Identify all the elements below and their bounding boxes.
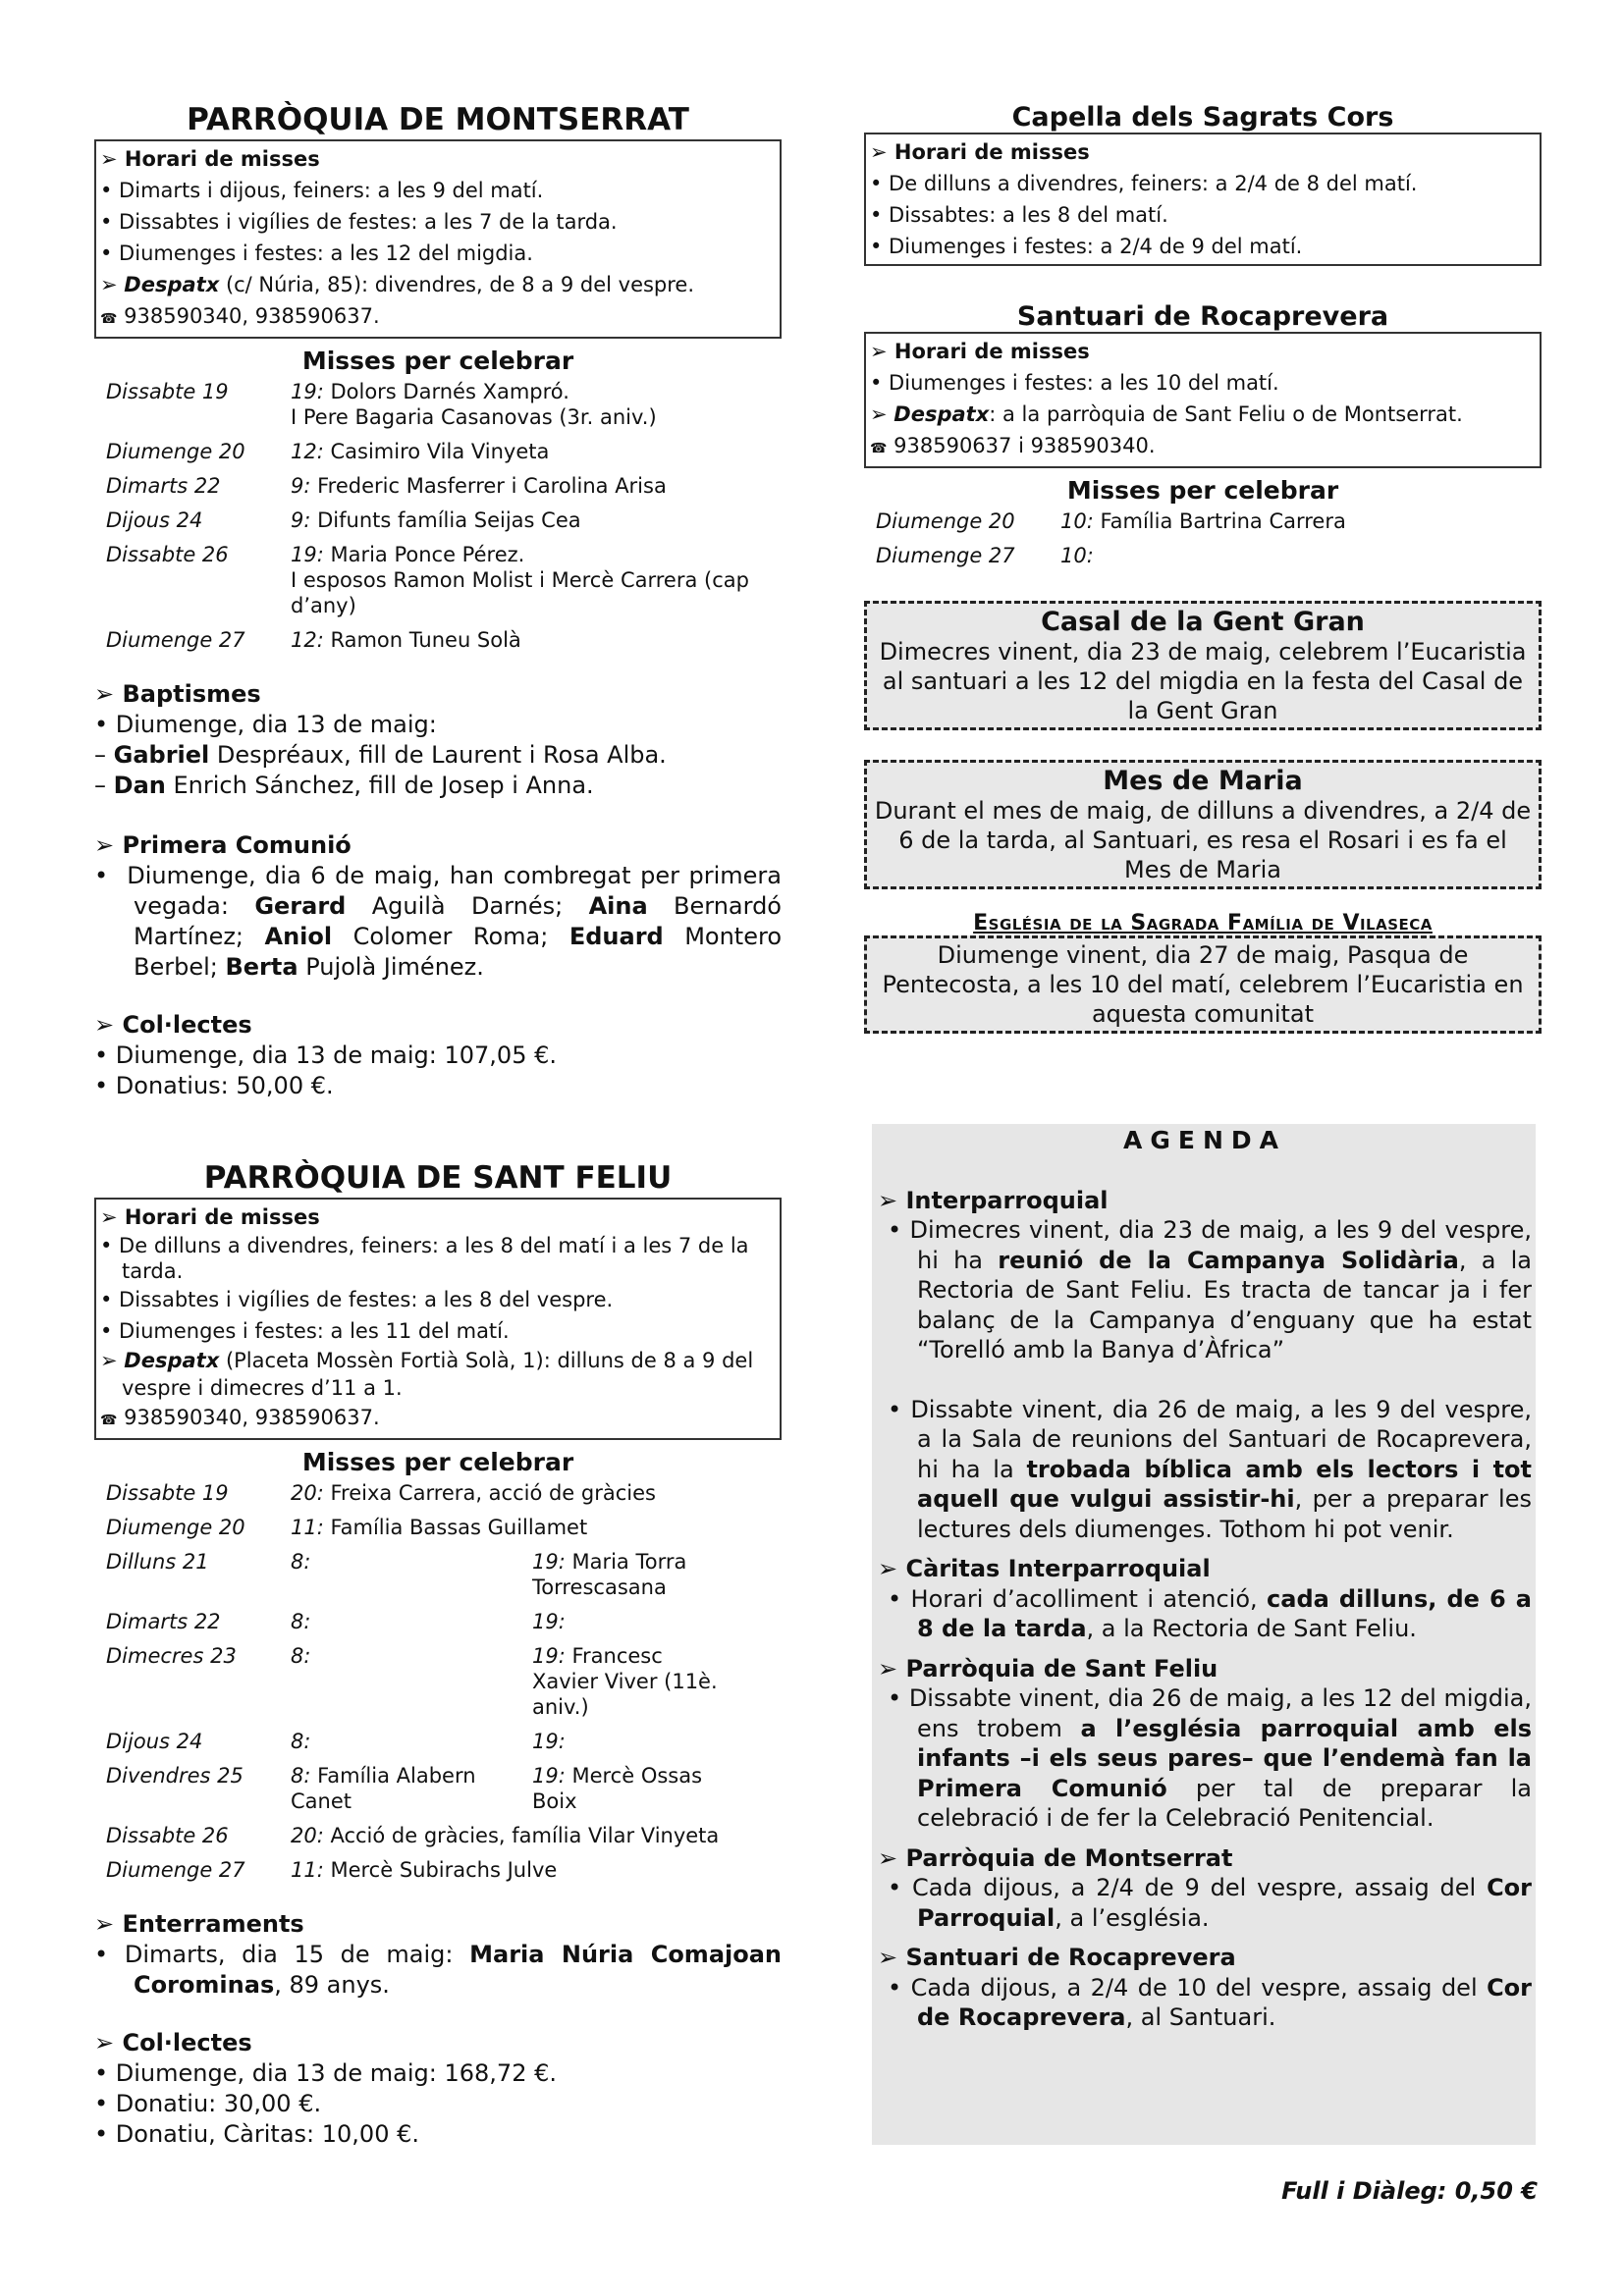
arrow-icon: ➢ [870, 140, 888, 164]
rocaprevera-agenda-head: Santuari de Rocaprevera [905, 1944, 1236, 1971]
table-row: Diumenge 20 10: Família Bartrina Carrera [876, 509, 1346, 533]
arrow-icon: ➢ [94, 1011, 115, 1039]
left-column [94, 0, 782, 2150]
despatx-line: ➢ Despatx (Placeta Mossèn Fortià Solà, 1): dilluns de 8 a 9 del vespre i dimecres d’11 a 1. [100, 1349, 754, 1400]
arrow-icon: ➢ [878, 1186, 898, 1214]
table-row: Dimarts 22 9: Frederic Masferrer i Carolina Arisa [106, 474, 667, 498]
phone-icon: ☎ [100, 1413, 118, 1428]
santfeliu-title: PARRÒQUIA DE SANT FELIU [203, 1160, 673, 1196]
comunio-section [94, 830, 782, 983]
arrow-icon: ➢ [94, 680, 115, 708]
casal-box [864, 601, 1542, 730]
despatx-line: ➢ Despatx: a la parròquia de Sant Feliu o de Montserrat. [870, 402, 1463, 426]
mesmaria-box [864, 760, 1542, 889]
caritas-head: Càritas Interparroquial [905, 1555, 1211, 1582]
despatx-line: ➢ Despatx (c/ Núria, 85): divendres, de 8 a 9 del vespre. [100, 273, 695, 296]
table-row: Diumenge 27 11: Mercè Subirachs Julve [106, 1858, 558, 1882]
capella-title: Capella dels Sagrats Cors [1011, 102, 1394, 133]
arrow-icon: ➢ [100, 1349, 118, 1372]
arrow-icon: ➢ [878, 1944, 898, 1971]
comunio-head: Primera Comunió [122, 831, 352, 859]
horari-line: • Diumenges i festes: a les 11 del matí. [100, 1319, 510, 1343]
list-item: • Horari d’acolliment i atenció, cada dilluns, de 6 a 8 de la tarda, a la Rectoria de Sant Feliu. [888, 1584, 1532, 1642]
montserrat-collectes-section [94, 1010, 782, 1101]
table-row: Diumenge 27 10: [876, 544, 1094, 567]
list-item: • Diumenge, dia 13 de maig: 107,05 €. [94, 1041, 557, 1069]
list-item: • Donatiu: 30,00 €. [94, 2090, 322, 2117]
collectes-head: Col·lectes [122, 2029, 252, 2056]
interparroquial-head: Interparroquial [905, 1186, 1109, 1214]
agenda-box [872, 1124, 1536, 2145]
arrow-icon: ➢ [100, 147, 118, 171]
list-item: • Dissabte vinent, dia 26 de maig, a les 9 del vespre, a la Sala de reunions del Santuari de Rocaprevera, hi ha la trobada bíblica amb els lectors i tot aquell que vulgui assistir-hi, per a preparar les lectures dels diumenges. Tothom hi pot venir. [888, 1395, 1532, 1543]
agenda-title: AGENDA [1123, 1126, 1286, 1154]
rocaprevera-misses-head: Misses per celebrar [1066, 476, 1339, 505]
arrow-icon: ➢ [878, 1843, 898, 1872]
arrow-icon: ➢ [100, 1205, 118, 1229]
table-row: Dilluns 21 8: 19: Maria Torra Torrescasana [106, 1550, 687, 1599]
right-column [864, 0, 1542, 1034]
horari-line: • Dissabtes: a les 8 del matí. [870, 203, 1168, 227]
arrow-icon: ➢ [100, 273, 118, 296]
table-row: Dissabte 26 20: Acció de gràcies, família Vilar Vinyeta [106, 1824, 720, 1847]
phone-icon: ☎ [100, 311, 118, 327]
rocaprevera-title: Santuari de Rocaprevera [1016, 301, 1389, 332]
mesmaria-title: Mes de Maria [1103, 766, 1303, 796]
horari-line: • Dissabtes i vigílies de festes: a les 7 de la tarda. [100, 210, 618, 234]
arrow-icon: ➢ [94, 831, 115, 859]
list-item: • Cada dijous, a 2/4 de 10 del vespre, assaig del Cor de Rocaprevera, al Santuari. [888, 1973, 1532, 2031]
list-item: • Dissabte vinent, dia 26 de maig, a les 12 del migdia, ens trobem a l’església parroquial amb els infants –i els seus pares– que l’endemà fan la Primera Comunió per tal de preparar la celebració i de fer la Celebració Penitencial. [888, 1684, 1532, 1832]
santfeliu-collectes-section [94, 2028, 782, 2150]
table-row: Diumenge 20 11: Família Bassas Guillamet [106, 1516, 588, 1539]
enterraments-head: Enterraments [122, 1910, 304, 1938]
table-row: Divendres 25 8: Família Alabern Canet 19: Mercè Ossas Boix [106, 1764, 703, 1813]
baptismes-head: Baptismes [122, 680, 261, 708]
phone-line: ☎ 938590340, 938590637. [100, 1406, 380, 1429]
phone-line: ☎ 938590637 i 938590340. [870, 434, 1156, 457]
arrow-icon: ➢ [94, 2029, 115, 2056]
list-item: • Cada dijous, a 2/4 de 9 del vespre, assaig del Cor Parroquial, a l’església. [888, 1874, 1532, 1932]
table-row: Dijous 24 9: Difunts família Seijas Cea [106, 508, 581, 532]
table-row: Dijous 24 8: 19: [106, 1730, 566, 1753]
montserrat-misses-head: Misses per celebrar [301, 347, 574, 375]
montserrat-title: PARRÒQUIA DE MONTSERRAT [187, 102, 689, 137]
vilaseca-title: Església de la Sagrada Família de Vilaseca [973, 911, 1433, 935]
santfeliu-agenda-head: Parròquia de Sant Feliu [905, 1654, 1218, 1682]
enterraments-section [94, 1909, 782, 2001]
comunio-text: • Diumenge, dia 6 de maig, han combregat per primera vegada: Gerard Aguilà Darnés; Aina Bernardó Martínez; Aniol Colomer Roma; Eduard Montero Berbel; Berta Pujolà Jiménez. [94, 862, 783, 981]
list-item: • Donatius: 50,00 €. [94, 1072, 334, 1099]
vilaseca-text: Diumenge vinent, dia 27 de maig, Pasqua de Pentecosta, a les 10 del matí, celebrem l’Eucaristia en aquesta comunitat [882, 941, 1524, 1028]
list-item: • Dimarts, dia 15 de maig: Maria Núria Comajoan Corominas, 89 anys. [94, 1941, 783, 1999]
santfeliu-horari-box: ➢ Horari de misses • De dilluns a divendres, feiners: a les 8 del matí i a les 7 de la tarda. • Dissabtes i vigílies de festes: a les 8 del vespre. • Diumenges i festes: a les 11 del matí. ➢ Despatx (Placeta Mossèn Fortià Solà, 1): dilluns de 8 a 9 del vespre i dimecres d’11 a 1. ☎ 938590340, 938590637. [94, 1198, 782, 1440]
horari-line: • Diumenges i festes: a les 12 del migdia. [100, 241, 533, 265]
casal-title: Casal de la Gent Gran [1041, 607, 1365, 637]
list-item: – Gabriel Despréaux, fill de Laurent i Rosa Alba. [94, 741, 667, 769]
price-label: Full i Diàleg: 0,50 € [1281, 2177, 1538, 2205]
capella-horari-box: ➢ Horari de misses • De dilluns a divendres, feiners: a 2/4 de 8 del matí. • Dissabtes: a les 8 del matí. • Diumenges i festes: a 2/4 de 9 del matí. [864, 133, 1542, 266]
horari-line: • De dilluns a divendres, feiners: a les 8 del matí i a les 7 de la tarda. [100, 1234, 749, 1283]
santfeliu-misses-head: Misses per celebrar [301, 1448, 574, 1476]
rocaprevera-misses-table [876, 508, 1346, 577]
list-item: • Diumenge, dia 13 de maig: 168,72 €. [94, 2059, 557, 2087]
horari-line: • De dilluns a divendres, feiners: a 2/4 de 8 del matí. [870, 172, 1418, 195]
table-row: Dimecres 23 8: 19: Francesc Xavier Viver (11è. aniv.) [106, 1644, 718, 1719]
rocaprevera-horari-box: ➢ Horari de misses • Diumenges i festes: a les 10 del matí. ➢ Despatx: a la parròquia de Sant Feliu o de Montserrat. ☎ 938590637 i 938590340. [864, 332, 1542, 468]
arrow-icon: ➢ [870, 340, 888, 363]
casal-text: Dimecres vinent, dia 23 de maig, celebrem l’Eucaristia al santuari a les 12 del migdia en la festa del Casal de la Gent Gran [879, 638, 1527, 724]
santfeliu-misses-table [106, 1480, 729, 1892]
baptismes-intro: • Diumenge, dia 13 de maig: [94, 711, 437, 738]
list-item: • Donatiu, Càritas: 10,00 €. [94, 2120, 419, 2148]
horari-line: • Diumenges i festes: a 2/4 de 9 del matí. [870, 235, 1303, 258]
table-row: Dissabte 19 20: Freixa Carrera, acció de gràcies [106, 1481, 656, 1505]
horari-line: • Dimarts i dijous, feiners: a les 9 del matí. [100, 179, 544, 202]
arrow-icon: ➢ [94, 1910, 115, 1938]
phone-icon: ☎ [870, 441, 888, 456]
arrow-icon: ➢ [878, 1654, 898, 1682]
arrow-icon: ➢ [870, 402, 888, 426]
horari-line: • Diumenges i festes: a les 10 del matí. [870, 371, 1279, 395]
table-row: Diumenge 27 12: Ramon Tuneu Solà [106, 628, 521, 652]
montserrat-horari-head: ➢ Horari de misses [100, 147, 320, 171]
list-item: – Dan Enrich Sánchez, fill de Josep i Anna. [94, 772, 594, 799]
montserrat-misses-table [106, 379, 752, 662]
table-row: Diumenge 20 12: Casimiro Vila Vinyeta [106, 440, 550, 463]
table-row: Dissabte 26 19: Maria Ponce Pérez. I esposos Ramon Molist i Mercè Carrera (cap d’any) [106, 543, 749, 617]
arrow-icon: ➢ [878, 1555, 898, 1582]
mesmaria-text: Durant el mes de maig, de dilluns a divendres, a 2/4 de 6 de la tarda, al Santuari, es resa el Rosari i es fa el Mes de Maria [874, 797, 1532, 883]
list-item: • Dimecres vinent, dia 23 de maig, a les 9 del vespre, hi ha reunió de la Campanya Solidària, a la Rectoria de Sant Feliu. Es tracta de tancar ja i fer balanç de la Campanya d’enguany que ha estat “Torelló amb la Banya d’Àfrica” [888, 1216, 1532, 1363]
montserrat-agenda-head: Parròquia de Montserrat [905, 1843, 1233, 1872]
vilaseca-box [864, 935, 1542, 1034]
table-row: Dimarts 22 8: 19: [106, 1610, 566, 1633]
baptismes-section [94, 679, 782, 801]
montserrat-horari-box [94, 139, 782, 339]
phone-line: ☎ 938590340, 938590637. [100, 304, 380, 328]
horari-line: • Dissabtes i vigílies de festes: a les 8 del vespre. [100, 1288, 614, 1311]
table-row: Dissabte 19 19: Dolors Darnés Xampró. I Pere Bagaria Casanovas (3r. aniv.) [106, 380, 657, 429]
collectes-head: Col·lectes [122, 1011, 252, 1039]
